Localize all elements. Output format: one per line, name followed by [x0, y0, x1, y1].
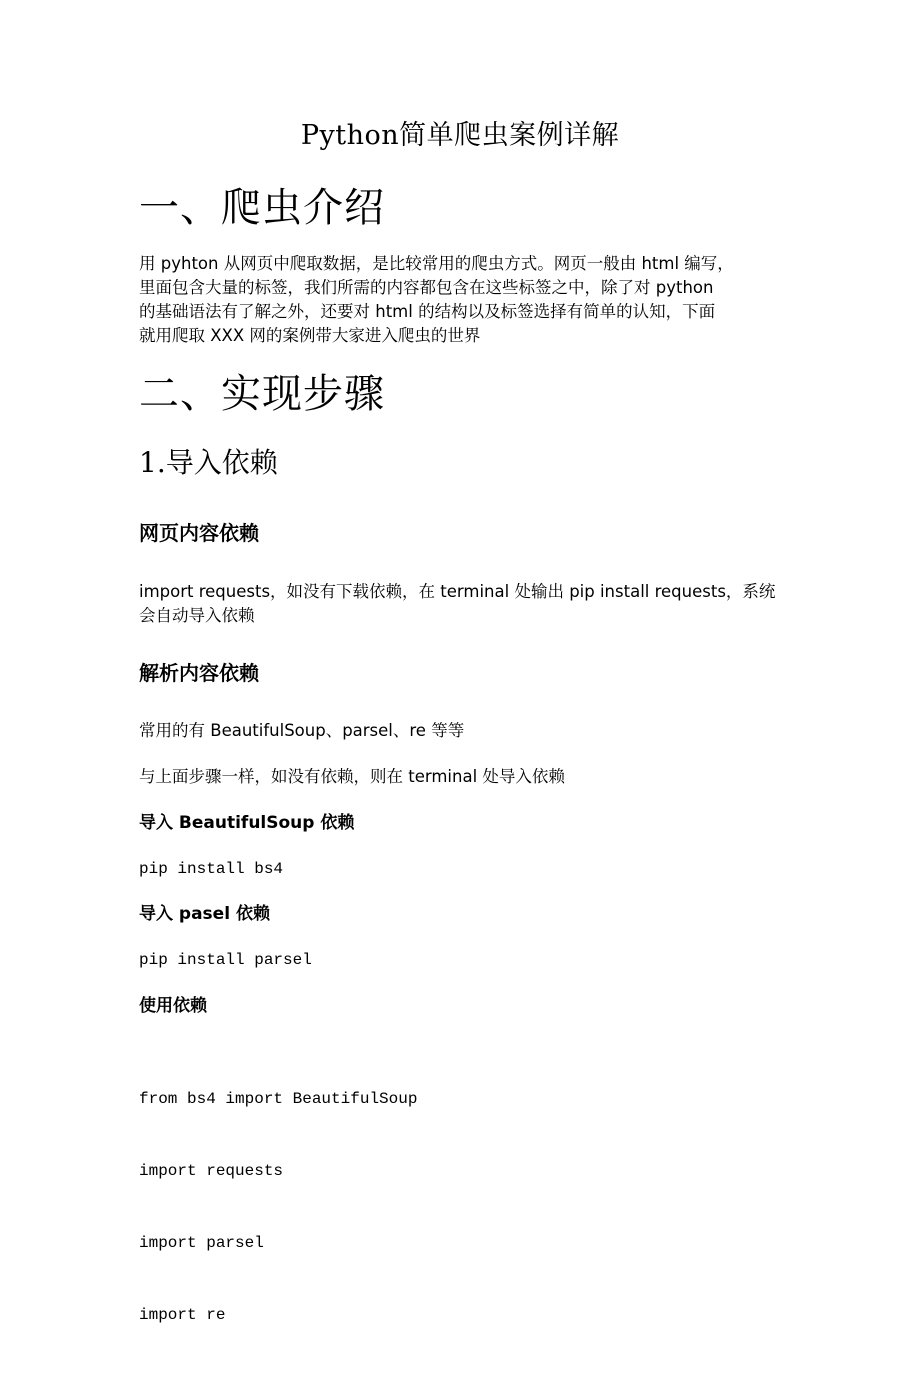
document-title: Python简单爬虫案例详解: [300, 120, 620, 151]
code-line: import parsel: [139, 1234, 264, 1252]
parse-install-paragraph: 与上面步骤一样，如没有依赖，则在 terminal 处导入依赖: [139, 767, 565, 786]
heading-crawler-intro: 一、爬虫介绍: [139, 185, 385, 231]
code-import-block: [139, 1039, 417, 1375]
code-line: import re: [139, 1306, 226, 1324]
code-install-bs4: pip install bs4: [139, 860, 284, 878]
parse-libs-paragraph: 常用的有 BeautifulSoup、parsel、re 等等: [139, 721, 465, 740]
intro-line: 用 pyhton 从网页中爬取数据，是比较常用的爬虫方式。网页一般由 html 编写，: [139, 254, 734, 273]
intro-line: 里面包含大量的标签，我们所需的内容都包含在这些标签之中，除了对 python: [139, 278, 714, 297]
code-line: import requests: [139, 1162, 284, 1180]
heading-web-content-dependency: 网页内容依赖: [139, 521, 259, 545]
intro-paragraph: [139, 252, 789, 348]
heading-implementation-steps: 二、实现步骤: [139, 371, 385, 417]
heading-import-dependencies: 1.导入依赖: [139, 446, 278, 479]
heading-use-dependencies: 使用依赖: [139, 996, 207, 1016]
web-dependency-line: 会自动导入依赖: [139, 606, 255, 625]
heading-import-bs4: 导入 BeautifulSoup 依赖: [139, 813, 355, 833]
code-install-parsel: pip install parsel: [139, 951, 312, 969]
heading-import-parsel: 导入 pasel 依赖: [139, 904, 270, 924]
code-line: from bs4 import BeautifulSoup: [139, 1090, 418, 1108]
heading-parse-content-dependency: 解析内容依赖: [139, 661, 259, 685]
web-dependency-paragraph: [139, 580, 789, 628]
web-dependency-line: import requests，如没有下载依赖，在 terminal 处输出 pip install requests，系统: [139, 582, 776, 601]
intro-line: 就用爬取 XXX 网的案例带大家进入爬虫的世界: [139, 326, 481, 345]
intro-line: 的基础语法有了解之外，还要对 html 的结构以及标签选择有简单的认知，下面: [139, 302, 716, 321]
